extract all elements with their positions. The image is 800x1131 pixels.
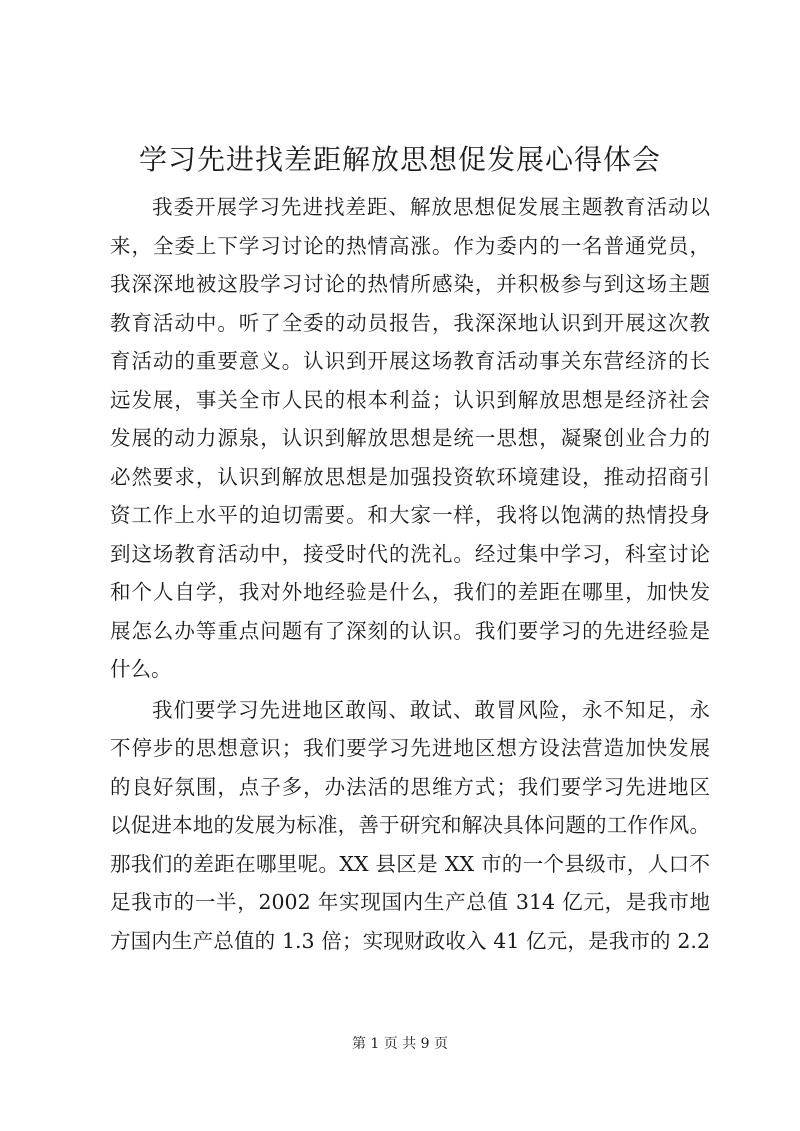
text-line: 展怎么办等重点问题有了深刻的认识。我们要学习的先进经验是 <box>110 618 710 643</box>
page-number: 第 1 页 共 9 页 <box>351 1036 449 1052</box>
paragraph-2 <box>110 691 710 961</box>
text-line: 我深深地被这股学习讨论的热情所感染，并积极参与到这场主题 <box>110 272 710 296</box>
text-line: 远发展，事关全市人民的根本利益；认识到解放思想是经济社会 <box>110 387 710 412</box>
document-body <box>110 188 710 960</box>
text-line: 我委开展学习先进找差距、解放思想促发展主题教育活动以 <box>152 195 710 219</box>
text-line: 到这场教育活动中，接受时代的洗礼。经过集中学习，科室讨论 <box>110 541 710 566</box>
text-line: 足我市的一半，2002 年实现国内生产总值 314 亿元，是我市地 <box>110 890 710 914</box>
text-line: 方国内生产总值的 1.3 倍；实现财政收入 41 亿元，是我市的 2.2 <box>110 928 710 953</box>
text-line: 那我们的差距在哪里呢。XX 县区是 XX 市的一个县级市，人口不 <box>110 851 710 876</box>
text-line: 以促进本地的发展为标准，善于研究和解决具体问题的工作作风。 <box>110 813 710 837</box>
document-title: 学习先进找差距解放思想促发展心得体会 <box>138 143 661 176</box>
text-line: 的良好氛围，点子多，办法活的思维方式；我们要学习先进地区 <box>110 774 710 799</box>
text-line: 资工作上水平的迫切需要。和大家一样，我将以饱满的热情投身 <box>110 503 710 527</box>
text-line: 必然要求，认识到解放思想是加强投资软环境建设，推动招商引 <box>110 464 710 489</box>
paragraph-1 <box>110 188 710 689</box>
text-line: 不停步的思想意识；我们要学习先进地区想方设法营造加快发展 <box>110 736 710 760</box>
text-line: 什么。 <box>110 657 172 681</box>
text-line: 来，全委上下学习讨论的热情高涨。作为委内的一名普通党员， <box>110 233 710 258</box>
text-line: 教育活动中。听了全委的动员报告，我深深地认识到开展这次教 <box>110 310 710 335</box>
text-line: 和个人自学，我对外地经验是什么，我们的差距在哪里，加快发 <box>110 580 710 604</box>
text-line: 我们要学习先进地区敢闯、敢试、敢冒风险，永不知足，永 <box>152 697 710 722</box>
text-line: 发展的动力源泉，认识到解放思想是统一思想，凝聚创业合力的 <box>110 426 710 450</box>
text-line: 育活动的重要意义。认识到开展这场教育活动事关东营经济的长 <box>110 349 710 373</box>
